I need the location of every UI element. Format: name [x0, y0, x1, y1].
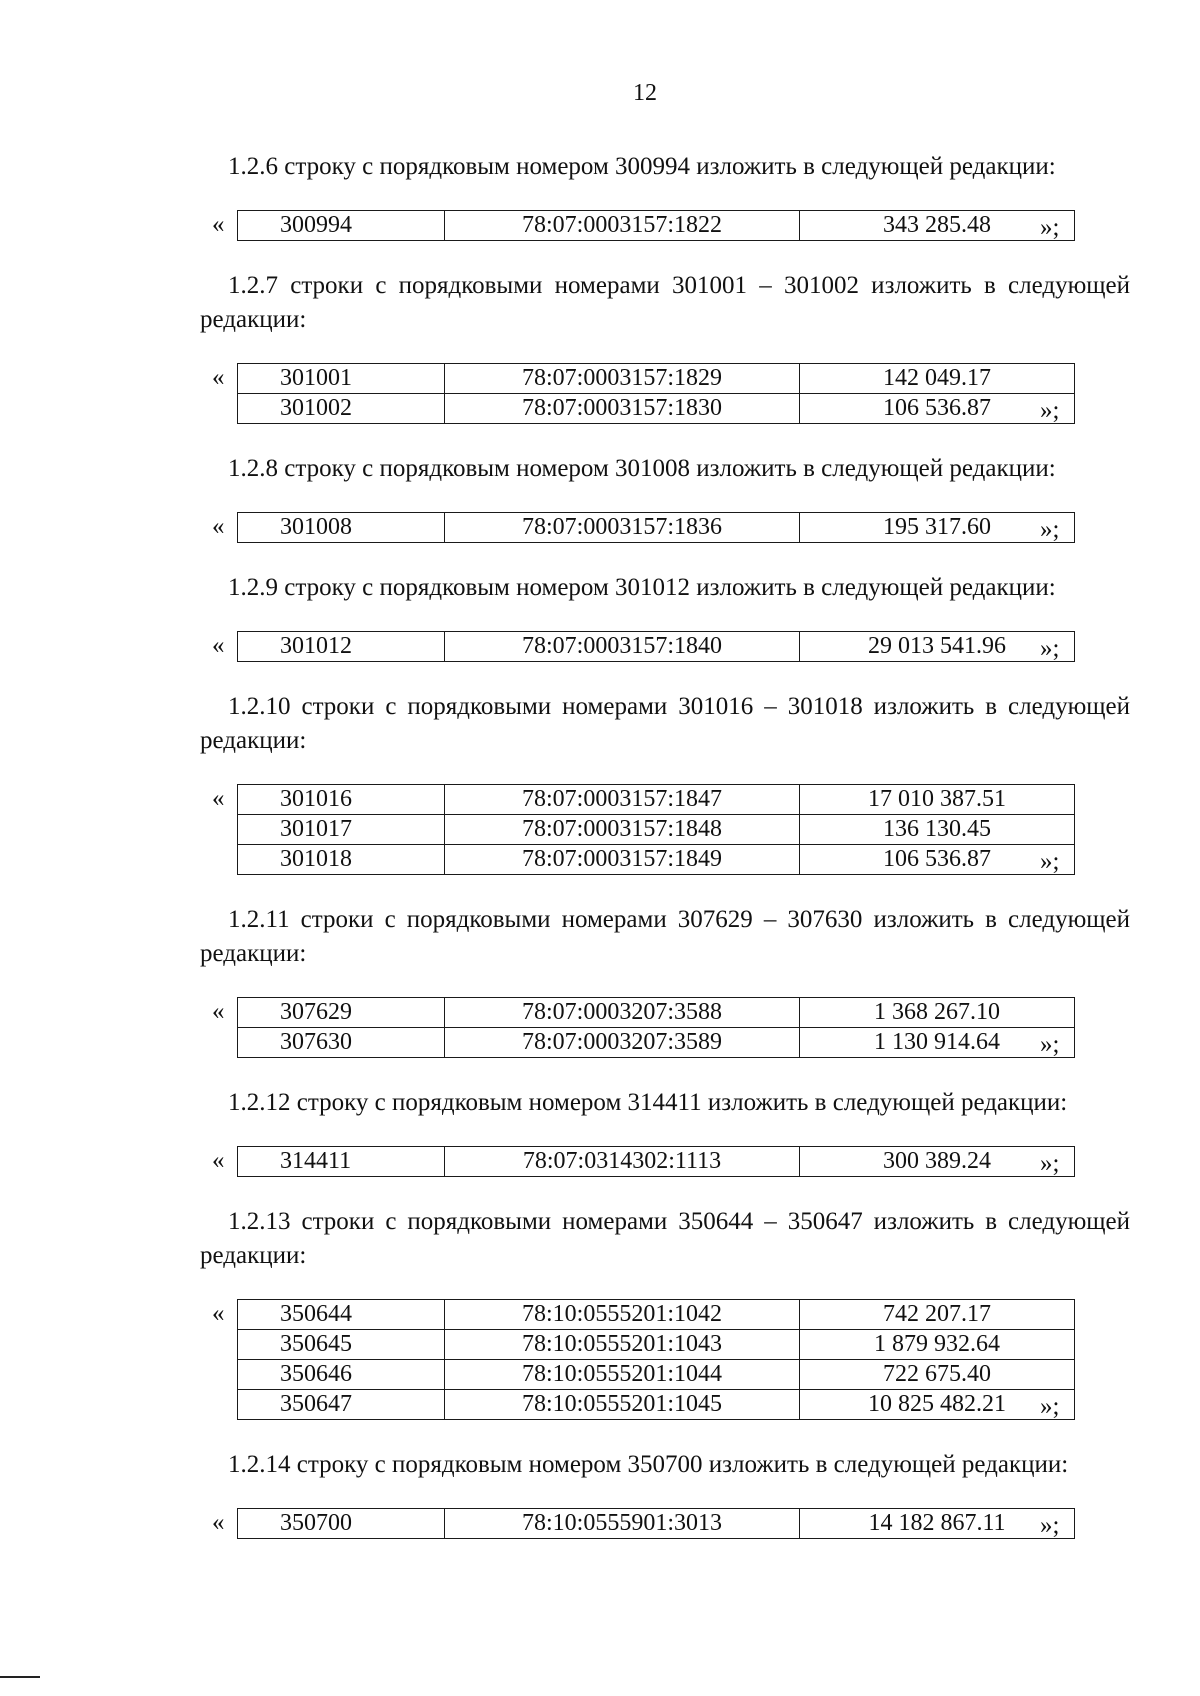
row-number-cell: 301016: [238, 785, 445, 815]
table-row: [238, 513, 1075, 543]
page-number: 12: [633, 80, 657, 106]
row-number-cell: 300994: [238, 211, 445, 241]
table-row: [238, 1509, 1075, 1539]
amendment-instruction: 1.2.13 строки с порядковыми номерами 350644 – 350647 изложить в следующей редакции:: [200, 1208, 1130, 1269]
cadastral-number-cell: 78:07:0003157:1830: [445, 394, 800, 424]
value-cell: 1 879 932.64: [800, 1330, 1075, 1360]
replacement-table-block: [0, 631, 1200, 662]
amendment-section: [0, 452, 1200, 543]
cadastral-number-cell: 78:07:0003207:3588: [445, 998, 800, 1028]
opening-quote: «: [212, 364, 225, 391]
cadastral-number-cell: 78:10:0555201:1045: [445, 1390, 800, 1420]
opening-quote: «: [212, 785, 225, 812]
replacement-table-block: [0, 512, 1200, 543]
table-row: [238, 1390, 1075, 1420]
replacement-table: [237, 1146, 1075, 1177]
page-edge-mark: [0, 1676, 40, 1678]
table-row: [238, 632, 1075, 662]
value-cell: 1 130 914.64: [800, 1028, 1075, 1058]
replacement-table: [237, 997, 1075, 1058]
cadastral-number-cell: 78:07:0003157:1829: [445, 364, 800, 394]
value-cell: 136 130.45: [800, 815, 1075, 845]
closing-quote: »;: [1040, 635, 1060, 662]
document-body: [0, 150, 1200, 1567]
closing-quote: »;: [1040, 397, 1060, 424]
replacement-table-block: [0, 1508, 1200, 1539]
table-row: [238, 845, 1075, 875]
row-number-cell: 301012: [238, 632, 445, 662]
value-cell: 343 285.48: [800, 211, 1075, 241]
closing-quote: »;: [1040, 1150, 1060, 1177]
value-cell: 29 013 541.96: [800, 632, 1075, 662]
amendment-section: [0, 269, 1200, 424]
value-cell: 10 825 482.21: [800, 1390, 1075, 1420]
value-cell: 722 675.40: [800, 1360, 1075, 1390]
cadastral-number-cell: 78:07:0003157:1822: [445, 211, 800, 241]
table-row: [238, 815, 1075, 845]
table-row: [238, 211, 1075, 241]
row-number-cell: 350644: [238, 1300, 445, 1330]
row-number-cell: 350646: [238, 1360, 445, 1390]
table-row: [238, 1147, 1075, 1177]
row-number-cell: 307629: [238, 998, 445, 1028]
row-number-cell: 350700: [238, 1509, 445, 1539]
amendment-instruction: 1.2.6 строку с порядковым номером 300994 изложить в следующей редакции:: [228, 153, 1056, 180]
row-number-cell: 301017: [238, 815, 445, 845]
row-number-cell: 307630: [238, 1028, 445, 1058]
value-cell: 1 368 267.10: [800, 998, 1075, 1028]
opening-quote: «: [212, 1147, 225, 1174]
amendment-instruction: 1.2.8 строку с порядковым номером 301008 изложить в следующей редакции:: [228, 455, 1056, 482]
replacement-table: [237, 363, 1075, 424]
opening-quote: «: [212, 1300, 225, 1327]
amendment-instruction: 1.2.10 строки с порядковыми номерами 301016 – 301018 изложить в следующей редакции:: [200, 693, 1130, 754]
table-row: [238, 785, 1075, 815]
row-number-cell: 301018: [238, 845, 445, 875]
table-row: [238, 998, 1075, 1028]
cadastral-number-cell: 78:07:0003157:1840: [445, 632, 800, 662]
amendment-section: [0, 690, 1200, 875]
replacement-table: [237, 512, 1075, 543]
opening-quote: «: [212, 998, 225, 1025]
replacement-table-block: [0, 1299, 1200, 1420]
opening-quote: «: [212, 211, 225, 238]
opening-quote: «: [212, 632, 225, 659]
amendment-section: [0, 903, 1200, 1058]
cadastral-number-cell: 78:10:0555201:1043: [445, 1330, 800, 1360]
replacement-table-block: [0, 363, 1200, 424]
value-cell: 300 389.24: [800, 1147, 1075, 1177]
replacement-table: [237, 1508, 1075, 1539]
amendment-section: [0, 1448, 1200, 1539]
closing-quote: »;: [1040, 1512, 1060, 1539]
row-number-cell: 350645: [238, 1330, 445, 1360]
amendment-section: [0, 1205, 1200, 1420]
cadastral-number-cell: 78:07:0003157:1849: [445, 845, 800, 875]
replacement-table: [237, 1299, 1075, 1420]
replacement-table-block: [0, 1146, 1200, 1177]
table-row: [238, 364, 1075, 394]
amendment-instruction: 1.2.14 строку с порядковым номером 350700 изложить в следующей редакции:: [228, 1451, 1069, 1478]
closing-quote: »;: [1040, 848, 1060, 875]
amendment-instruction: 1.2.12 строку с порядковым номером 314411 изложить в следующей редакции:: [228, 1089, 1068, 1116]
replacement-table: [237, 210, 1075, 241]
cadastral-number-cell: 78:07:0003157:1847: [445, 785, 800, 815]
row-number-cell: 301008: [238, 513, 445, 543]
row-number-cell: 301001: [238, 364, 445, 394]
closing-quote: »;: [1040, 1393, 1060, 1420]
cadastral-number-cell: 78:07:0003157:1836: [445, 513, 800, 543]
amendment-instruction: 1.2.9 строку с порядковым номером 301012 изложить в следующей редакции:: [228, 574, 1056, 601]
value-cell: 742 207.17: [800, 1300, 1075, 1330]
value-cell: 142 049.17: [800, 364, 1075, 394]
table-row: [238, 394, 1075, 424]
row-number-cell: 301002: [238, 394, 445, 424]
opening-quote: «: [212, 513, 225, 540]
row-number-cell: 314411: [238, 1147, 445, 1177]
cadastral-number-cell: 78:10:0555201:1042: [445, 1300, 800, 1330]
replacement-table-block: [0, 997, 1200, 1058]
value-cell: 106 536.87: [800, 394, 1075, 424]
amendment-section: [0, 571, 1200, 662]
cadastral-number-cell: 78:07:0314302:1113: [445, 1147, 800, 1177]
cadastral-number-cell: 78:10:0555901:3013: [445, 1509, 800, 1539]
closing-quote: »;: [1040, 214, 1060, 241]
table-row: [238, 1028, 1075, 1058]
replacement-table-block: [0, 210, 1200, 241]
closing-quote: »;: [1040, 516, 1060, 543]
value-cell: 106 536.87: [800, 845, 1075, 875]
value-cell: 17 010 387.51: [800, 785, 1075, 815]
table-row: [238, 1330, 1075, 1360]
amendment-section: [0, 150, 1200, 241]
amendment-instruction: 1.2.11 строки с порядковыми номерами 307629 – 307630 изложить в следующей редакции:: [200, 906, 1130, 967]
opening-quote: «: [212, 1509, 225, 1536]
cadastral-number-cell: 78:10:0555201:1044: [445, 1360, 800, 1390]
cadastral-number-cell: 78:07:0003207:3589: [445, 1028, 800, 1058]
replacement-table-block: [0, 784, 1200, 875]
closing-quote: »;: [1040, 1031, 1060, 1058]
row-number-cell: 350647: [238, 1390, 445, 1420]
value-cell: 14 182 867.11: [800, 1509, 1075, 1539]
cadastral-number-cell: 78:07:0003157:1848: [445, 815, 800, 845]
amendment-section: [0, 1086, 1200, 1177]
table-row: [238, 1360, 1075, 1390]
amendment-instruction: 1.2.7 строки с порядковыми номерами 301001 – 301002 изложить в следующей редакции:: [200, 272, 1130, 333]
replacement-table: [237, 784, 1075, 875]
replacement-table: [237, 631, 1075, 662]
table-row: [238, 1300, 1075, 1330]
value-cell: 195 317.60: [800, 513, 1075, 543]
